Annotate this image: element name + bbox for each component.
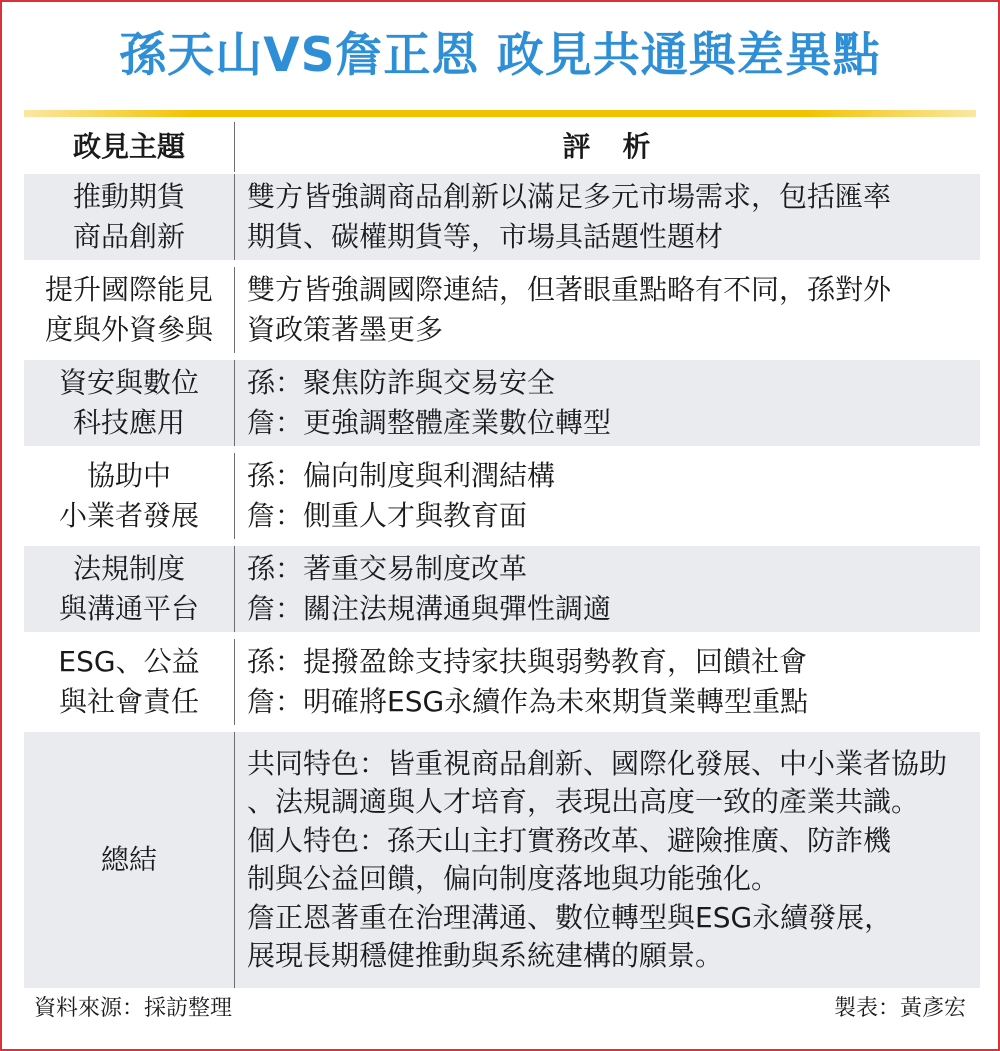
credit-note: 製表：黃彥宏	[833, 996, 966, 1021]
table-row	[24, 267, 980, 353]
analysis-line: 制與公益回饋，偏向制度落地與功能強化。	[247, 862, 780, 895]
analysis-line: 、法規調適與人才培育，表現出高度一致的產業共識。	[247, 785, 920, 818]
source-note: 資料來源：採訪整理	[34, 996, 233, 1021]
header-topic: 政見主題	[72, 130, 185, 163]
row-analysis	[235, 546, 980, 632]
row-analysis	[235, 639, 980, 725]
table-row	[24, 546, 980, 632]
row-topic	[24, 639, 234, 725]
row-topic	[24, 360, 234, 446]
analysis-line: 雙方皆強調國際連結，但著眼重點略有不同，孫對外	[247, 273, 892, 306]
topic-line: 度與外資參與	[44, 313, 213, 346]
footer	[34, 994, 966, 1024]
header-analysis: 評 析	[562, 130, 653, 163]
analysis-line: 期貨、碳權期貨等，市場具話題性題材	[247, 220, 724, 253]
table-row	[24, 453, 980, 539]
analysis-line: 共同特色：皆重視商品創新、國際化發展、中小業者協助	[247, 746, 948, 780]
topic-line: 資安與數位	[58, 366, 199, 399]
page-title: 孫天山VS詹正恩 政見共通與差異點	[119, 28, 881, 83]
table-header-row	[24, 122, 980, 172]
analysis-line: 孫：偏向制度與利潤結構	[247, 459, 556, 492]
row-topic	[24, 546, 234, 632]
title-underline	[24, 110, 976, 117]
analysis-line: 孫：聚焦防詐與交易安全	[247, 366, 556, 399]
analysis-line: 詹：更強調整體產業數位轉型	[247, 406, 612, 439]
topic-line: 協助中	[86, 459, 171, 492]
topic-line: 與社會責任	[58, 685, 199, 718]
analysis-line: 詹正恩著重在治理溝通、數位轉型與ESG永續發展，	[247, 900, 893, 934]
row-analysis	[235, 732, 980, 988]
analysis-line: 詹：關注法規溝通與彈性調適	[247, 592, 612, 625]
topic-line: 推動期貨	[72, 180, 185, 213]
topic-line: 科技應用	[72, 406, 185, 439]
table-row	[24, 174, 980, 260]
row-topic	[24, 174, 234, 260]
topic-line: 小業者發展	[58, 499, 199, 532]
analysis-line: 雙方皆強調商品創新以滿足多元市場需求，包括匯率	[247, 180, 892, 213]
row-analysis	[235, 267, 980, 353]
topic-line: 提升國際能見	[44, 273, 213, 306]
row-topic	[24, 732, 234, 988]
table-row	[24, 639, 980, 725]
topic-line: 與溝通平台	[58, 592, 199, 625]
row-topic	[24, 453, 234, 539]
analysis-line: 詹：側重人才與教育面	[247, 499, 528, 532]
summary-row	[24, 732, 980, 988]
topic-line: 商品創新	[72, 220, 185, 253]
row-analysis	[235, 453, 980, 539]
analysis-line: 詹：明確將ESG永續作為未來期貨業轉型重點	[247, 685, 809, 718]
analysis-line: 資政策著墨更多	[247, 313, 444, 346]
topic-line: 法規制度	[72, 552, 185, 585]
topic-line: ESG、公益	[58, 645, 200, 678]
analysis-line: 孫：著重交易制度改革	[247, 552, 528, 585]
policy-comparison-table	[24, 122, 980, 995]
topic-line: 總結	[100, 843, 157, 876]
row-topic	[24, 267, 234, 353]
row-analysis	[235, 174, 980, 260]
row-analysis	[235, 360, 980, 446]
analysis-line: 孫：提撥盈餘支持家扶與弱勢教育，回饋社會	[247, 645, 808, 678]
table-row	[24, 360, 980, 446]
analysis-line: 展現長期穩健推動與系統建構的願景。	[247, 939, 724, 972]
analysis-line: 個人特色：孫天山主打實務改革、避險推廣、防詐機	[247, 823, 892, 857]
